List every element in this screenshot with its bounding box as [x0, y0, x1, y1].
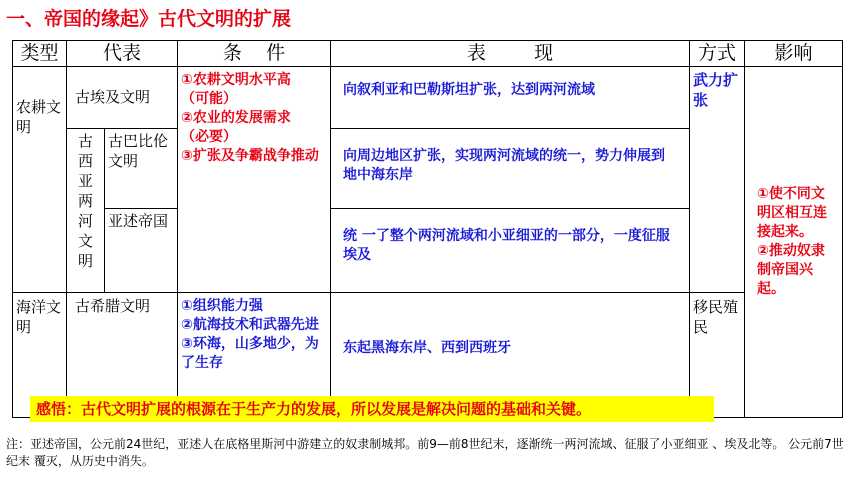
header-row [13, 41, 843, 67]
page-title: 一、帝国的缘起》古代文明的扩展 [6, 8, 292, 30]
farming-condition-2: （可能） [181, 91, 238, 107]
greece-performance-cell: 东起黑海东岸、西到西班牙 [331, 293, 690, 418]
egypt-cell: 古埃及文明 [67, 67, 178, 129]
ocean-condition-2: ②航海技术和武器先进 [181, 317, 319, 333]
header-conditions: 条 件 [178, 41, 331, 67]
insight-banner: 感悟：古代文明扩展的根源在于生产力的发展，所以发展是解决问题的基础和关键。 [30, 396, 714, 422]
farming-condition-3: ②农业的发展需求 [181, 110, 291, 126]
farming-method-cell: 武力扩张 [690, 67, 745, 293]
ocean-method-cell: 移民殖民 [690, 293, 745, 418]
farming-condition-5: ③扩张及争霸战争推动 [181, 148, 319, 164]
civilization-expansion-table [12, 40, 843, 418]
greece-cell: 古希腊文明 [67, 293, 178, 418]
header-performance: 表 现 [331, 41, 690, 67]
ocean-civilization-label: 海洋文明 [13, 293, 67, 418]
farming-condition-1: ①农耕文明水平高 [181, 72, 291, 88]
ocean-condition-3: ③环海，山多地少，为了生存 [181, 336, 319, 371]
farming-condition-4: （必要） [181, 129, 238, 145]
babylon-cell: 古巴比伦文明 [105, 129, 178, 209]
impact-cell [745, 67, 843, 418]
header-type: 类型 [13, 41, 67, 67]
header-method: 方式 [690, 41, 745, 67]
babylon-performance-cell: 向周边地区扩张，实现两河流域的统一，势力伸展到地中海东岸 [331, 129, 690, 209]
farming-conditions-cell [178, 67, 331, 293]
egypt-performance-cell: 向叙利亚和巴勒斯坦扩张，达到两河流域 [331, 67, 690, 129]
impact-item-2: ②推动奴隶制帝国兴起。 [757, 243, 825, 297]
assyria-performance-cell: 统 一了整个两河流域和小亚细亚的一部分，一度征服埃及 [331, 209, 690, 293]
header-impact: 影响 [745, 41, 843, 67]
west-asia-cell: 古西亚两河文明 [67, 129, 105, 293]
ocean-condition-1: ①组织能力强 [181, 298, 263, 314]
table-row-egypt [13, 67, 843, 129]
farming-civilization-label: 农耕文明 [13, 67, 67, 293]
impact-item-1: ①使不同文明区相互连接起来。 [757, 186, 828, 240]
header-representative: 代表 [67, 41, 178, 67]
assyria-cell: 亚述帝国 [105, 209, 178, 293]
footnote: 注：亚述帝国，公元前24世纪，亚述人在底格里斯河中游建立的奴隶制城邦。前9—前8世纪末，逐渐统一两河流域、征服了小亚细亚 、埃及北等。 公元前7世纪末 覆灭，从历史中消失。 [6, 437, 844, 468]
